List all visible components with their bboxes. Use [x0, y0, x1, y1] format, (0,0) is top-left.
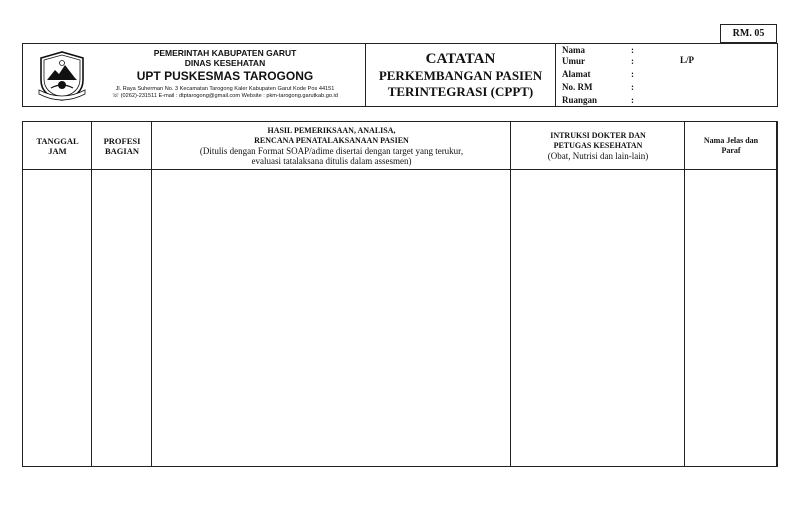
header-text: Paraf: [721, 146, 741, 155]
header-text: HASIL PEMERIKSAAN, ANALISA,: [267, 126, 396, 135]
header-text: PETUGAS KESEHATAN: [553, 141, 643, 150]
field-colon: :: [631, 82, 634, 92]
column-nama-paraf[interactable]: [685, 122, 777, 466]
header-note: (Obat, Nutrisi dan lain-lain): [547, 151, 649, 161]
title-line-3: TERINTEGRASI (CPPT): [387, 83, 534, 99]
title-line-2: PERKEMBANGAN PASIEN: [378, 67, 543, 83]
phone-icon: ☏: [112, 93, 120, 99]
field-label: Umur: [562, 56, 585, 66]
header-hasil-pemeriksaan: [152, 122, 511, 170]
header-text: JAM: [48, 146, 67, 156]
column-hasil-pemeriksaan[interactable]: [152, 122, 511, 466]
header-nama-paraf: [685, 122, 777, 170]
header-text: BAGIAN: [104, 146, 139, 156]
form-title: [366, 44, 556, 106]
field-label: Ruangan: [562, 95, 598, 105]
government-line: PEMERINTAH KABUPATEN GARUT: [153, 48, 297, 58]
institution-name: UPT PUSKESMAS TAROGONG: [136, 69, 314, 83]
field-colon: :: [631, 95, 634, 105]
field-colon: :: [631, 69, 634, 79]
form-code-box: [720, 24, 777, 43]
column-instruksi[interactable]: [511, 122, 685, 466]
field-label: Alamat: [562, 69, 591, 79]
header-note: evaluasi tatalaksana ditulis dalam assesmen): [251, 156, 412, 166]
header-instruksi: [511, 122, 685, 170]
patient-identity: [556, 44, 777, 106]
form-header: [22, 43, 778, 107]
header-text: PROFESI: [103, 136, 141, 146]
header-tanggal-jam: [23, 122, 92, 170]
institution-text: [89, 48, 361, 100]
column-profesi-bagian[interactable]: [92, 122, 152, 466]
column-tanggal-jam[interactable]: [23, 122, 92, 466]
field-label: Nama: [562, 45, 585, 55]
institution-contact: [89, 93, 361, 100]
garut-emblem-icon: [37, 50, 87, 102]
header-text: RENCANA PENATALAKSANAAN PASIEN: [254, 136, 409, 145]
field-colon: :: [631, 45, 634, 55]
institution-block: [23, 44, 366, 106]
header-text: INTRUKSI DOKTER DAN: [550, 131, 646, 140]
form-code: RM. 05: [732, 28, 765, 39]
header-profesi-bagian: [92, 122, 152, 170]
institution-address: Jl. Raya Suherman No. 3 Kecamatan Tarogong Kaler Kabupaten Garut Kode Pos 44151: [115, 86, 335, 92]
agency-line: DINAS KESEHATAN: [184, 58, 266, 68]
contact-text: (0262)-231511 E-mail : dtptarogong@gmail.com Website : pkm-tarogong.garutkab.go.id: [120, 93, 338, 99]
cppt-table: [22, 121, 778, 467]
header-text: Nama Jelas dan: [703, 136, 759, 145]
header-text: TANGGAL: [36, 136, 79, 146]
field-colon: :: [631, 56, 634, 66]
gender-label: L/P: [680, 55, 695, 65]
title-line-1: CATATAN: [425, 50, 496, 67]
field-label: No. RM: [562, 82, 593, 92]
header-note: (Ditulis dengan Format SOAP/adime disertai dengan target yang terukur,: [199, 146, 464, 156]
